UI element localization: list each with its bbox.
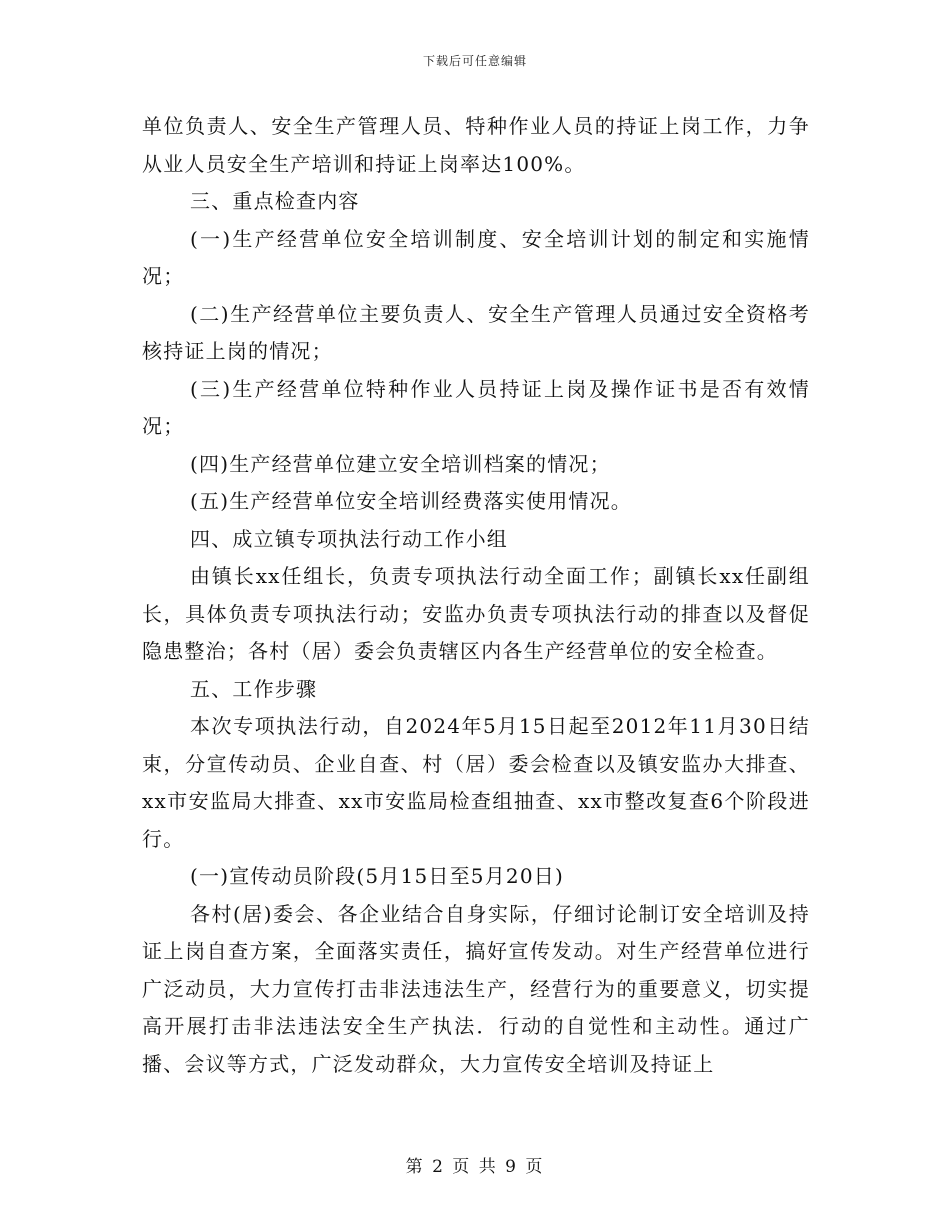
section-heading: 四、成立镇专项执法行动工作小组 <box>190 526 508 551</box>
paragraph: (三)生产经营单位特种作业人员持证上岗及操作证书是否有效情况； <box>142 376 810 438</box>
subsection-heading: (一)宣传动员阶段(5月15日至5月20日) <box>190 864 564 888</box>
section-heading: 五、工作步骤 <box>190 676 318 701</box>
paragraph: 本次专项执法行动，自2024年5月15日起至2012年11月30日结束，分宣传动员、企业自查、村（居）委会检查以及镇安监办大排查、xx市安监局大排查、xx市安监局检查组抽查、xx市整改复查6个阶段进行。 <box>142 714 810 851</box>
total-pages-number: 9 <box>505 1157 518 1177</box>
paragraph: 由镇长xx任组长，负责专项执法行动全面工作；副镇长xx任副组长，具体负责专项执法行动；安监办负责专项执法行动的排查以及督促隐患整治；各村（居）委会负责辖区内各生产经营单位的安全检查。 <box>142 564 810 663</box>
footer-label-total: 共 <box>478 1157 498 1177</box>
paragraph: 单位负责人、安全生产管理人员、特种作业人员的持证上岗工作，力争从业人员安全生产培训和持证上岗率达100%。 <box>142 114 810 176</box>
footer-label-ye: 页 <box>452 1157 472 1177</box>
section-heading: 三、重点检查内容 <box>190 189 360 213</box>
paragraph: (四)生产经营单位建立安全培训档案的情况； <box>190 451 611 476</box>
page-footer <box>0 1152 950 1177</box>
document-body <box>142 108 810 1083</box>
paragraph: (五)生产经营单位安全培训经费落实使用情况。 <box>190 489 633 513</box>
paragraph: (二)生产经营单位主要负责人、安全生产管理人员通过安全资格考核持证上岗的情况； <box>142 301 810 363</box>
footer-label-page: 第 <box>405 1157 425 1177</box>
paragraph: 各村(居)委会、各企业结合自身实际，仔细讨论制订安全培训及持证上岗自查方案，全面落实责任，搞好宣传发动。对生产经营单位进行广泛动员，大力宣传打击非法违法生产，经营行为的重要意义，切实提高开展打击非法违法安全生产执法．行动的自觉性和主动性。通过广播、会议等方式，广泛发动群众，大力宣传安全培训及持证上 <box>142 901 810 1076</box>
current-page-number: 2 <box>432 1157 445 1177</box>
paragraph: (一)生产经营单位安全培训制度、安全培训计划的制定和实施情况； <box>142 226 810 288</box>
page-header: 下载后可任意编辑 <box>422 54 527 68</box>
footer-label-ye: 页 <box>525 1157 545 1177</box>
